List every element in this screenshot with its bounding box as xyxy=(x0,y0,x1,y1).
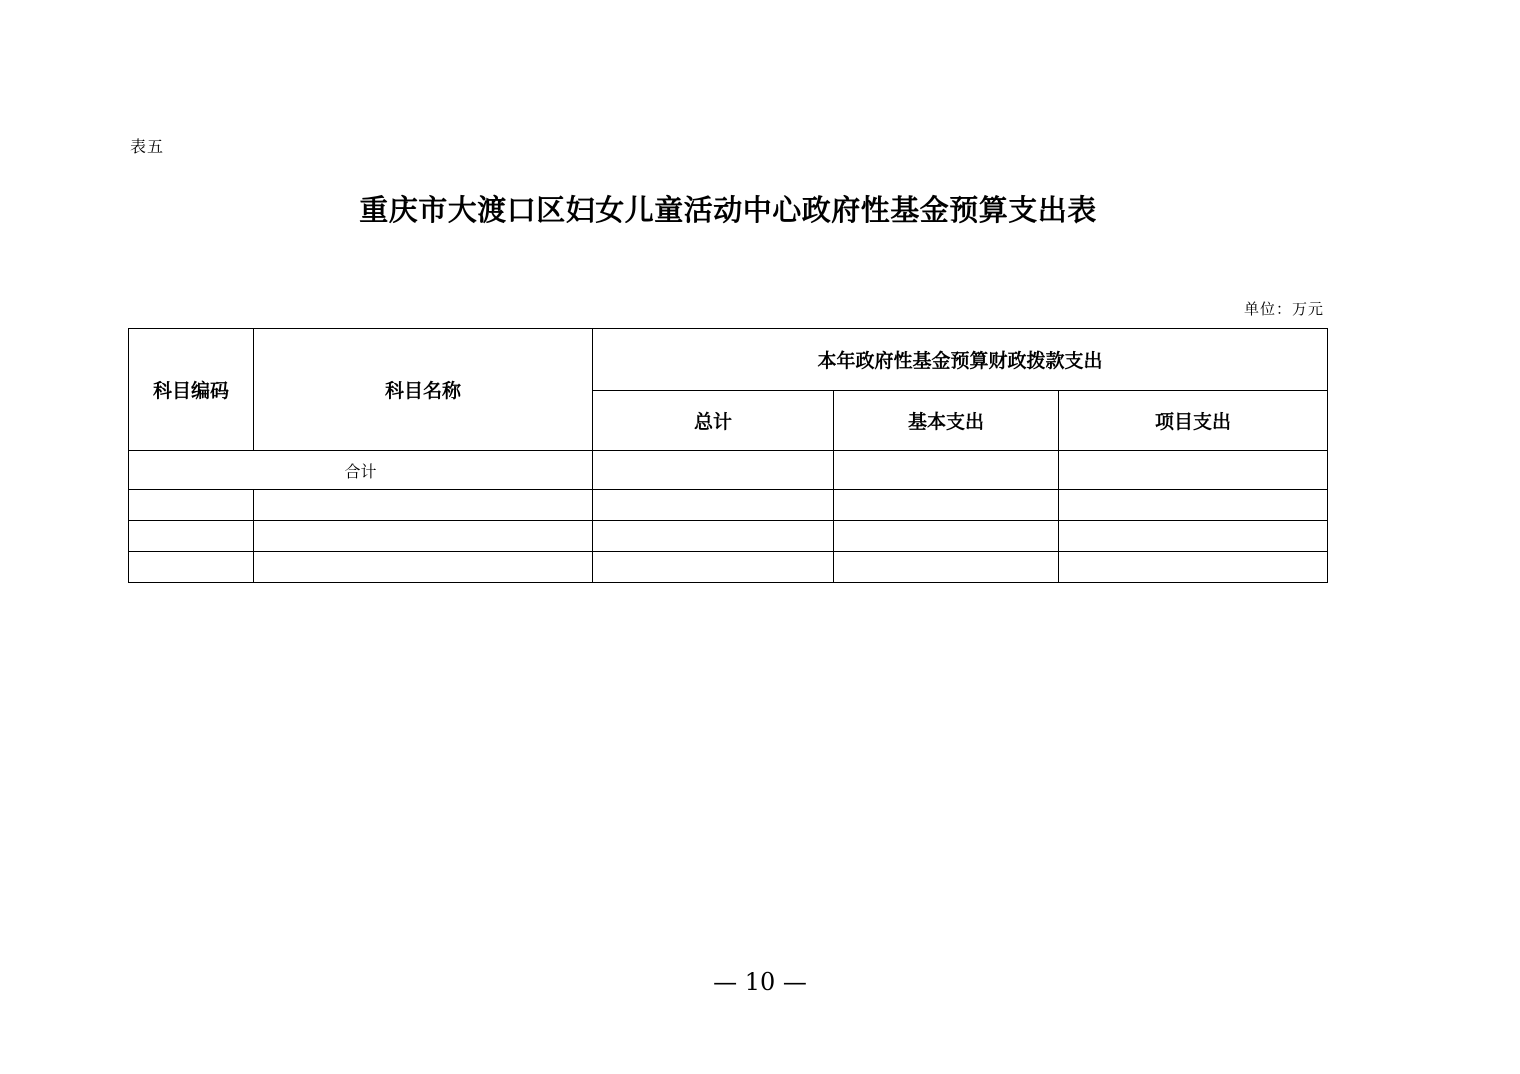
total-label: 合计 xyxy=(129,451,593,490)
table-label: 表五 xyxy=(130,137,165,156)
row-total xyxy=(593,521,834,552)
page-number: — 10 — xyxy=(713,968,807,996)
total-row-project xyxy=(1059,451,1328,490)
row-name xyxy=(254,521,593,552)
row-total xyxy=(593,490,834,521)
total-row xyxy=(129,451,1328,490)
total-row-total xyxy=(593,451,834,490)
row-project xyxy=(1059,490,1328,521)
row-basic xyxy=(834,490,1059,521)
row-total xyxy=(593,552,834,583)
row-code xyxy=(129,552,254,583)
row-basic xyxy=(834,521,1059,552)
page-title: 重庆市大渡口区妇女儿童活动中心政府性基金预算支出表 xyxy=(359,193,1097,227)
budget-table xyxy=(128,328,1328,583)
header-basic-expenditure: 基本支出 xyxy=(834,391,1059,451)
header-expenditure-group: 本年政府性基金预算财政拨款支出 xyxy=(593,329,1328,391)
table-row xyxy=(129,521,1328,552)
table-row xyxy=(129,552,1328,583)
row-project xyxy=(1059,552,1328,583)
row-basic xyxy=(834,552,1059,583)
row-name xyxy=(254,490,593,521)
unit-label: 单位：万元 xyxy=(1243,300,1324,318)
header-row-1 xyxy=(129,329,1328,391)
header-subject-code: 科目编码 xyxy=(129,329,254,451)
table-row xyxy=(129,490,1328,521)
header-subject-name: 科目名称 xyxy=(254,329,593,451)
row-project xyxy=(1059,521,1328,552)
row-name xyxy=(254,552,593,583)
header-total: 总计 xyxy=(593,391,834,451)
row-code xyxy=(129,521,254,552)
row-code xyxy=(129,490,254,521)
header-project-expenditure: 项目支出 xyxy=(1059,391,1328,451)
total-row-basic xyxy=(834,451,1059,490)
